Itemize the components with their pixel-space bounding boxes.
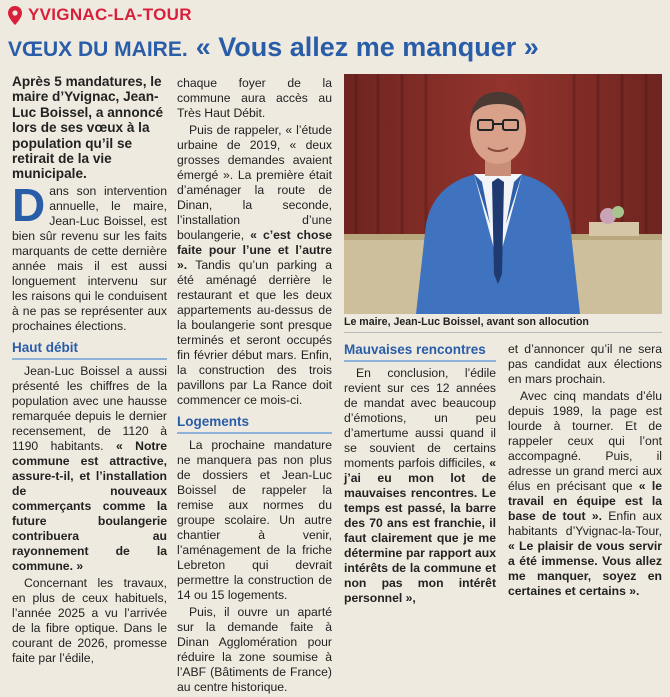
drop-cap: D — [12, 178, 46, 231]
location-header — [8, 4, 192, 26]
column-2 — [177, 76, 332, 697]
photo-illustration — [344, 74, 662, 314]
headline-title: « Vous allez me manquer » — [195, 32, 539, 62]
intro-text: ans son intervention annuelle, le maire, Jean-Luc Boissel, est bien sûr revenu sur les faits marquants de cette dernière année mais il est aussi longuement intervenu sur les raisons qui le conduisent à ne pas se représenter aux prochaines élections. — [12, 183, 167, 333]
subheading-haut-debit: Haut débit — [12, 340, 167, 360]
paragraph: et d’annoncer qu’il ne sera pas candidat aux élections en mars prochain. — [508, 342, 662, 386]
column-3 — [344, 338, 496, 608]
subheading-logements: Logements — [177, 414, 332, 434]
headline — [8, 32, 608, 63]
quote-text: « c’est chose faite pour l’une et l’autre ». — [177, 228, 332, 272]
paragraph: chaque foyer de la commune aura accès au Très Haut Débit. — [177, 76, 332, 120]
location-name: YVIGNAC-LA-TOUR — [28, 5, 192, 24]
paragraph: Concernant les travaux, en plus de ceux habituels, l’année 2025 a vu l’arrivée de la fibre optique. Dans le courant de 2026, promesse faite par l’édile, — [12, 575, 167, 665]
quote-text: « Le plaisir de vous servir a été immense. Vous allez me manquer, soyez en certaines et certains ». — [508, 539, 662, 598]
caption-divider — [344, 332, 662, 333]
mayor-photo — [344, 74, 662, 314]
paragraph: La prochaine mandature ne manquera pas non plus de dossiers et Jean-Luc Boissel de rappeler la remise aux normes du groupe scolaire. Un autre chantier à venir, l’aménagement de la friche Lebreton qui devrait permettre la construction de 14 ou 15 logements. — [177, 438, 332, 602]
paragraph — [508, 389, 662, 599]
location-pin-icon — [8, 6, 22, 25]
paragraph — [12, 364, 167, 574]
paragraph-text: Tandis qu’un parking a été aménagé derrière le restaurant et que les deux appartements au-dessus de la boulangerie sont presque terminés et seront occupés fin février début mars. Enfin, la construction des trois pavillons par La Rance doit commencer ce mois-ci. — [177, 258, 332, 407]
paragraph-text: Enfin aux habitants d’Yvignac-la-Tour, — [508, 509, 662, 538]
headline-kicker: VŒUX DU MAIRE. — [8, 38, 188, 61]
paragraph — [344, 366, 496, 606]
quote-text: « j’ai eu mon lot de mauvaises rencontres. Le temps est passé, la barre des 70 ans est franchie, il faut clairement que je me détermine par rapport aux intérêts de la commune et non pas mon intérêt personnel », — [344, 456, 497, 605]
lead-paragraph: Après 5 mandatures, le maire d’Yvignac, Jean-Luc Boissel, a annoncé lors de ses vœux à la population qu’il se retirait de la vie municipale. — [12, 74, 164, 182]
paragraph-text: Jean-Luc Boissel a aussi présenté les chiffres de la population avec une hausse remarquée depuis le dernier recensement, de 1120 à 1190 habitants. — [12, 363, 167, 453]
paragraph-text: Puis de rappeler, « l’étude urbaine de 2019, « deux grosses demandes avaient émergé ». La première était d’aménager la route de Dinan, la seconde, l’installation d’une boulangerie, — [177, 123, 332, 242]
paragraph-text: Avec cinq mandats d’élu depuis 1989, la page est lourde à tourner. Et de rappeler ceux qui l’ont accompagné. Puis, il adresse un grand merci aux élus en précisant que — [508, 389, 662, 493]
intro-paragraph — [12, 178, 167, 334]
subheading-mauvaises-rencontres: Mauvaises rencontres — [344, 342, 496, 362]
paragraph-text: En conclusion, l’édile revient sur ces 12 années de mandat avec beaucoup d’émotions, un peu d’amertume aussi quand il se souvient de certains moments parfois difficiles, — [344, 366, 496, 470]
paragraph — [177, 123, 332, 408]
photo-caption: Le maire, Jean-Luc Boissel, avant son allocution — [344, 316, 589, 328]
quote-text: « le travail en équipe est la base de tout ». — [508, 479, 663, 523]
paragraph: Puis, il ouvre un aparté sur la demande faite à Dinan Agglomération pour réduire la zone soumise à l’ABF (Bâtiments de France) au centre historique. — [177, 605, 332, 694]
column-1 — [12, 74, 167, 668]
quote-text: « Notre commune est attractive, assure-t-il, et l’installation de nouveaux commerçants comme la future boulangerie contribuera au rayonnement de la commune. » — [12, 438, 167, 573]
column-4 — [508, 342, 662, 601]
